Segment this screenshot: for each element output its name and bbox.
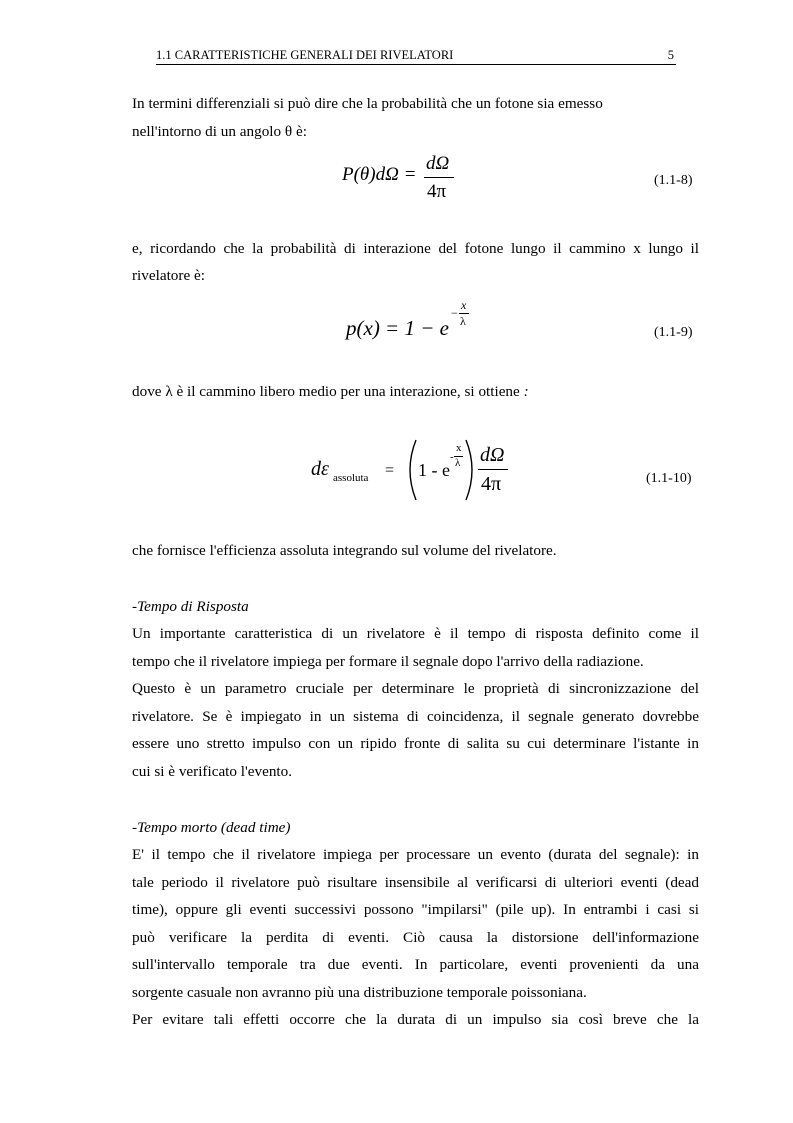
eq3-exp-sign: - — [450, 451, 454, 463]
section-heading-tempo-morto — [132, 819, 699, 837]
paragraph-line: che fornisce l'efficienza assoluta integrando sul volume del rivelatore. — [132, 542, 557, 559]
equation-number: (1.1-9) — [654, 325, 693, 340]
eq3-lhs: dε — [311, 458, 329, 480]
eq1-lhs: P(θ)dΩ = — [342, 164, 417, 185]
eq3-exp-numerator: x — [456, 442, 462, 454]
paragraph-line: E' il tempo che il rivelatore impiega per processare un evento (durata del segnale): in — [132, 846, 699, 863]
equation-number: (1.1-8) — [654, 173, 693, 188]
heading-title: Tempo di Risposta — [137, 598, 249, 615]
running-header — [156, 47, 676, 65]
page-number: 5 — [667, 48, 674, 62]
paragraph-line: nell'intorno di un angolo θ è: — [132, 123, 307, 140]
heading-dash: - — [132, 598, 138, 615]
paragraph-text: dove λ è il cammino libero medio per una interazione, si ottiene — [132, 383, 520, 400]
paragraph-colon: : — [523, 383, 529, 400]
paragraph-line: time), oppure gli eventi successivi possono "impilarsi" (pile up). In entrambi i casi si — [132, 901, 699, 918]
equation-number: (1.1-10) — [646, 471, 692, 486]
eq1-denominator: 4π — [427, 181, 447, 202]
section-heading-tempo-di-risposta — [132, 598, 699, 616]
paragraph-line: Questo è un parametro cruciale per determinare le proprietà di sincronizzazione del — [132, 680, 699, 697]
eq2-exp-denominator: λ — [460, 314, 466, 328]
heading-title: Tempo morto (dead time) — [137, 819, 291, 836]
eq3-numerator: dΩ — [480, 444, 505, 466]
paragraph-line: Per evitare tali effetti occorre che la durata di un impulso sia così breve che la — [132, 1011, 699, 1028]
paragraph-line: essere uno stretto impulso con un ripido fronte di salita su cui determinare l'istante in — [132, 735, 699, 752]
paragraph-line: e, ricordando che la probabilità di interazione del fotone lungo il cammino x lungo il — [132, 240, 699, 257]
paragraph-line: cui si è verificato l'evento. — [132, 763, 293, 780]
paragraph-line: In termini differenziali si può dire che la probabilità che un fotone sia emesso — [132, 95, 603, 112]
heading-dash: - — [132, 819, 138, 836]
eq3-fraction-bar — [478, 469, 508, 470]
paragraph-line: rivelatore è: — [132, 267, 205, 284]
eq3-equals: = — [385, 462, 395, 479]
header-section-title: 1.1 CARATTERISTICHE GENERALI DEI RIVELATORI — [156, 48, 454, 62]
eq3-exp-denominator: λ — [455, 457, 461, 469]
eq1-numerator: dΩ — [426, 153, 450, 174]
eq2-lhs: p(x) = 1 − e — [346, 316, 449, 340]
paragraph-line: Un importante caratteristica di un rivelatore è il tempo di risposta definito come il — [132, 625, 699, 642]
eq2-exp-numerator: x — [461, 298, 467, 312]
eq3-denominator: 4π — [481, 473, 502, 495]
paragraph-line: può verificare la perdita di eventi. Ciò causa la distorsione dell'informazione — [132, 929, 699, 946]
eq3-subscript: assoluta — [333, 472, 369, 484]
eq2-exp-sign: − — [451, 306, 458, 320]
paragraph-line: sull'intervallo temporale tra due eventi. In particolare, eventi provenienti da una — [132, 956, 699, 973]
paragraph-line: sorgente casuale non avranno più una distribuzione temporale poissoniana. — [132, 984, 587, 1001]
paragraph-line: tempo che il rivelatore impiega per formare il segnale dopo l'arrivo della radiazione. — [132, 653, 644, 670]
eq1-fraction-bar — [424, 177, 454, 178]
eq3-one-minus-e: 1 - e — [418, 460, 450, 480]
paragraph-line: tale periodo il rivelatore può risultare insensibile al verificarsi di ulteriori eventi (dead — [132, 874, 699, 891]
paragraph-line: rivelatore. Se è impiegato in un sistema di coincidenza, il segnale generato dovrebbe — [132, 708, 699, 725]
paragraph-line — [132, 383, 699, 401]
